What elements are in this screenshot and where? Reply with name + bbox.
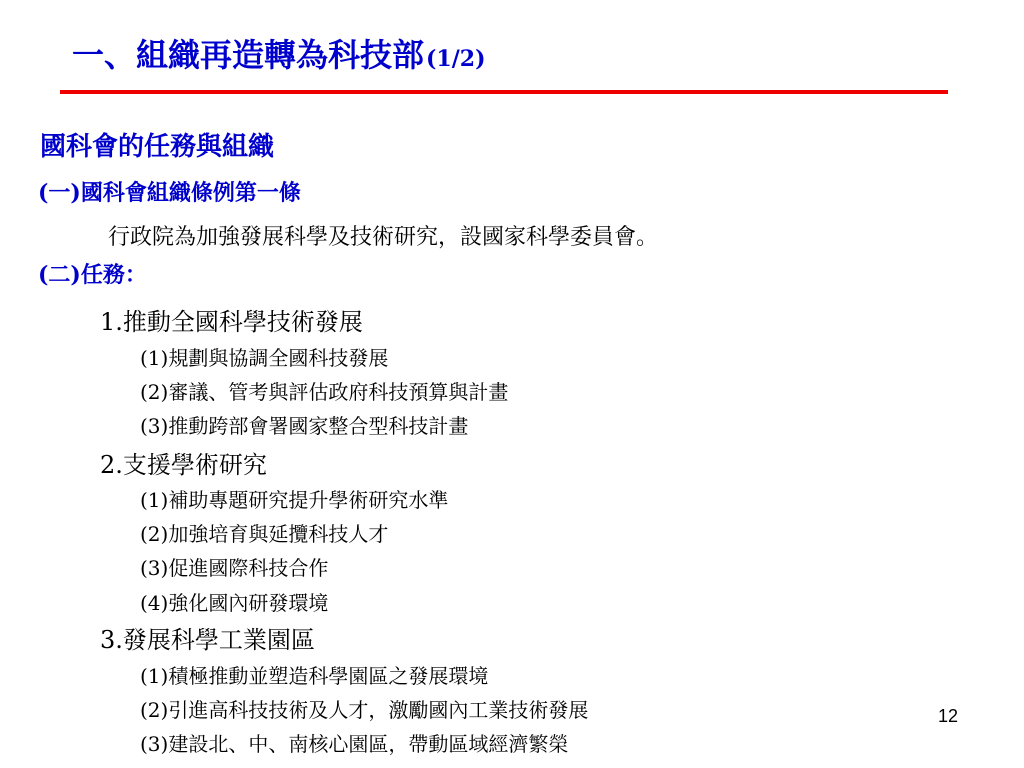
slide-title-suffix: (1/2) bbox=[426, 46, 486, 72]
section-heading-1: (一)國科會組織條例第一條 bbox=[38, 180, 301, 206]
task-2-item-3: (3)促進國際科技合作 bbox=[140, 556, 329, 580]
task-2-item-4: (4)強化國內研發環境 bbox=[140, 591, 329, 615]
task-3-item-1: (1)積極推動並塑造科學園區之發展環境 bbox=[140, 664, 489, 688]
section-1-text: 行政院為加強發展科學及技術研究，設國家科學委員會。 bbox=[108, 225, 659, 250]
task-heading-3: 3.發展科學工業園區 bbox=[100, 626, 315, 654]
section-heading-2: (二)任務： bbox=[38, 262, 147, 288]
title-divider bbox=[60, 90, 948, 94]
main-heading: 國科會的任務與組織 bbox=[40, 132, 275, 162]
slide-title bbox=[72, 30, 485, 76]
task-1-item-3: (3)推動跨部會署國家整合型科技計畫 bbox=[140, 414, 469, 438]
page-number: 12 bbox=[938, 706, 959, 726]
task-3-item-2: (2)引進高科技技術及人才，激勵國內工業技術發展 bbox=[140, 698, 589, 722]
task-3-item-3: (3)建設北、中、南核心園區，帶動區域經濟繁榮 bbox=[140, 732, 569, 756]
task-heading-1: 1.推動全國科學技術發展 bbox=[100, 308, 363, 336]
task-2-item-1: (1)補助專題研究提升學術研究水準 bbox=[140, 488, 449, 512]
task-heading-2: 2.支援學術研究 bbox=[100, 451, 267, 479]
task-1-item-2: (2)審議、管考與評估政府科技預算與計畫 bbox=[140, 380, 509, 404]
slide-title-text: 一、組織再造轉為科技部 bbox=[72, 36, 425, 74]
task-1-item-1: (1)規劃與協調全國科技發展 bbox=[140, 346, 389, 370]
task-2-item-2: (2)加強培育與延攬科技人才 bbox=[140, 522, 389, 546]
